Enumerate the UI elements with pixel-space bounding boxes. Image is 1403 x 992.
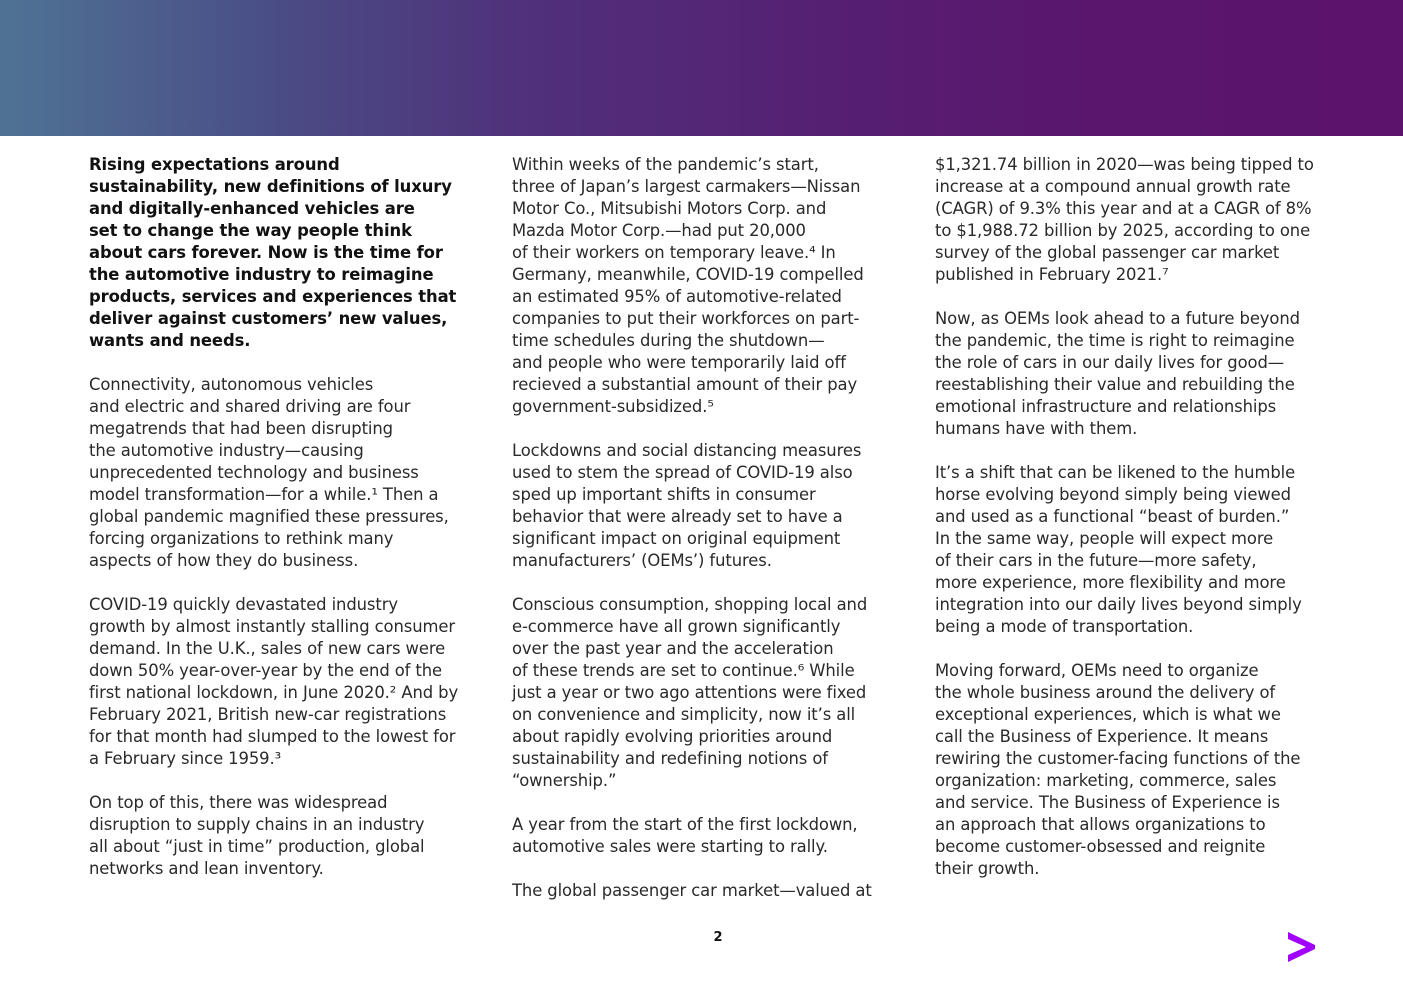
text-line: and electric and shared driving are four xyxy=(89,397,411,416)
text-line: behavior that were already set to have a xyxy=(512,507,843,526)
text-line: companies to put their workforces on part- xyxy=(512,309,860,328)
text-column-2 xyxy=(512,154,892,924)
text-line: Motor Co., Mitsubishi Motors Corp. and xyxy=(512,199,827,218)
text-line: The global passenger car market—valued at xyxy=(512,881,872,900)
text-line: (CAGR) of 9.3% this year and at a CAGR of 8% xyxy=(935,199,1312,218)
body-paragraph xyxy=(935,154,1320,286)
text-line: become customer-obsessed and reignite xyxy=(935,837,1266,856)
text-line: networks and lean inventory. xyxy=(89,859,324,878)
body-paragraph xyxy=(935,660,1320,880)
text-line: recieved a substantial amount of their pay xyxy=(512,375,858,394)
text-line: over the past year and the acceleration xyxy=(512,639,834,658)
text-line: “ownership.” xyxy=(512,771,617,790)
body-paragraph xyxy=(935,462,1320,638)
text-line: the pandemic, the time is right to reimagine xyxy=(935,331,1295,350)
text-line: and service. The Business of Experience is xyxy=(935,793,1280,812)
text-line: forcing organizations to rethink many xyxy=(89,529,394,548)
body-paragraph xyxy=(89,594,469,770)
body-paragraph xyxy=(935,308,1320,440)
text-line: the automotive industry—causing xyxy=(89,441,364,460)
text-line: manufacturers’ (OEMs’) futures. xyxy=(512,551,772,570)
text-line: and people who were temporarily laid off xyxy=(512,353,846,372)
accenture-chevron-shape xyxy=(1288,932,1315,962)
text-line: of their workers on temporary leave.⁴ In xyxy=(512,243,836,262)
text-line: e-commerce have all grown significantly xyxy=(512,617,841,636)
text-line: set to change the way people think xyxy=(89,221,412,240)
body-paragraph xyxy=(512,594,892,792)
text-line: time schedules during the shutdown— xyxy=(512,331,825,350)
text-line: model transformation—for a while.¹ Then a xyxy=(89,485,439,504)
text-line: organization: marketing, commerce, sales xyxy=(935,771,1277,790)
text-line: more experience, more flexibility and more xyxy=(935,573,1286,592)
text-line: sustainability and redefining notions of xyxy=(512,749,828,768)
text-line: an approach that allows organizations to xyxy=(935,815,1266,834)
text-column-3 xyxy=(935,154,1320,902)
text-line: Moving forward, OEMs need to organize xyxy=(935,661,1259,680)
text-line: and digitally-enhanced vehicles are xyxy=(89,199,415,218)
text-line: February 2021, British new-car registrations xyxy=(89,705,447,724)
body-paragraph xyxy=(512,814,892,858)
text-line: survey of the global passenger car market xyxy=(935,243,1280,262)
text-line: integration into our daily lives beyond simply xyxy=(935,595,1302,614)
text-line: three of Japan’s largest carmakers—Nissan xyxy=(512,177,861,196)
text-line: $1,321.74 billion in 2020—was being tipped to xyxy=(935,155,1314,174)
text-line: sped up important shifts in consumer xyxy=(512,485,816,504)
text-line: all about “just in time” production, global xyxy=(89,837,425,856)
header-gradient-banner xyxy=(0,0,1403,136)
text-line: rewiring the customer-facing functions of the xyxy=(935,749,1301,768)
text-line: unprecedented technology and business xyxy=(89,463,419,482)
text-line: about rapidly evolving priorities around xyxy=(512,727,833,746)
body-paragraph xyxy=(512,440,892,572)
text-line: On top of this, there was widespread xyxy=(89,793,388,812)
text-line: COVID-19 quickly devastated industry xyxy=(89,595,398,614)
text-line: and used as a functional “beast of burden.” xyxy=(935,507,1290,526)
text-line: their growth. xyxy=(935,859,1040,878)
text-line: A year from the start of the first lockdown, xyxy=(512,815,858,834)
text-line: demand. In the U.K., sales of new cars were xyxy=(89,639,446,658)
text-line: significant impact on original equipment xyxy=(512,529,841,548)
text-line: Conscious consumption, shopping local and xyxy=(512,595,868,614)
text-line: horse evolving beyond simply being viewed xyxy=(935,485,1291,504)
text-line: Lockdowns and social distancing measures xyxy=(512,441,862,460)
text-line: Rising expectations around xyxy=(89,155,340,174)
page-number: 2 xyxy=(713,930,723,945)
text-line: sustainability, new definitions of luxury xyxy=(89,177,452,196)
text-line: global pandemic magnified these pressures, xyxy=(89,507,449,526)
text-line: the role of cars in our daily lives for good— xyxy=(935,353,1285,372)
text-line: automotive sales were starting to rally. xyxy=(512,837,828,856)
text-line: call the Business of Experience. It means xyxy=(935,727,1269,746)
text-line: emotional infrastructure and relationships xyxy=(935,397,1277,416)
text-line: Mazda Motor Corp.—had put 20,000 xyxy=(512,221,806,240)
text-line: It’s a shift that can be likened to the humble xyxy=(935,463,1296,482)
text-line: being a mode of transportation. xyxy=(935,617,1194,636)
body-paragraph xyxy=(89,792,469,880)
text-line: Connectivity, autonomous vehicles xyxy=(89,375,374,394)
text-line: to $1,988.72 billion by 2025, according to one xyxy=(935,221,1311,240)
text-line: a February since 1959.³ xyxy=(89,749,282,768)
text-line: of their cars in the future—more safety, xyxy=(935,551,1257,570)
text-line: increase at a compound annual growth rate xyxy=(935,177,1291,196)
text-line: government-subsidized.⁵ xyxy=(512,397,714,416)
text-line: humans have with them. xyxy=(935,419,1138,438)
text-line: megatrends that had been disrupting xyxy=(89,419,393,438)
text-line: disruption to supply chains in an industry xyxy=(89,815,425,834)
body-paragraph xyxy=(512,880,892,902)
text-line: growth by almost instantly stalling consumer xyxy=(89,617,455,636)
text-line: Within weeks of the pandemic’s start, xyxy=(512,155,819,174)
text-line: of these trends are set to continue.⁶ While xyxy=(512,661,855,680)
text-line: wants and needs. xyxy=(89,331,251,350)
accenture-chevron-icon xyxy=(1285,930,1317,964)
text-line: the automotive industry to reimagine xyxy=(89,265,434,284)
text-line: deliver against customers’ new values, xyxy=(89,309,448,328)
body-paragraph xyxy=(89,374,469,572)
text-line: published in February 2021.⁷ xyxy=(935,265,1169,284)
text-line: an estimated 95% of automotive-related xyxy=(512,287,842,306)
text-column-1 xyxy=(89,154,469,902)
text-line: products, services and experiences that xyxy=(89,287,457,306)
text-line: the whole business around the delivery of xyxy=(935,683,1276,702)
text-line: for that month had slumped to the lowest for xyxy=(89,727,456,746)
intro-paragraph xyxy=(89,154,469,352)
text-line: used to stem the spread of COVID-19 also xyxy=(512,463,853,482)
text-line: aspects of how they do business. xyxy=(89,551,359,570)
text-line: reestablishing their value and rebuilding the xyxy=(935,375,1295,394)
text-line: exceptional experiences, which is what we xyxy=(935,705,1281,724)
text-line: down 50% year-over-year by the end of the xyxy=(89,661,443,680)
text-line: just a year or two ago attentions were fixed xyxy=(512,683,867,702)
text-line: In the same way, people will expect more xyxy=(935,529,1274,548)
text-line: first national lockdown, in June 2020.² And by xyxy=(89,683,459,702)
text-line: Germany, meanwhile, COVID-19 compelled xyxy=(512,265,864,284)
body-paragraph xyxy=(512,154,892,418)
text-line: about cars forever. Now is the time for xyxy=(89,243,443,262)
text-line: on convenience and simplicity, now it’s all xyxy=(512,705,856,724)
text-line: Now, as OEMs look ahead to a future beyond xyxy=(935,309,1300,328)
